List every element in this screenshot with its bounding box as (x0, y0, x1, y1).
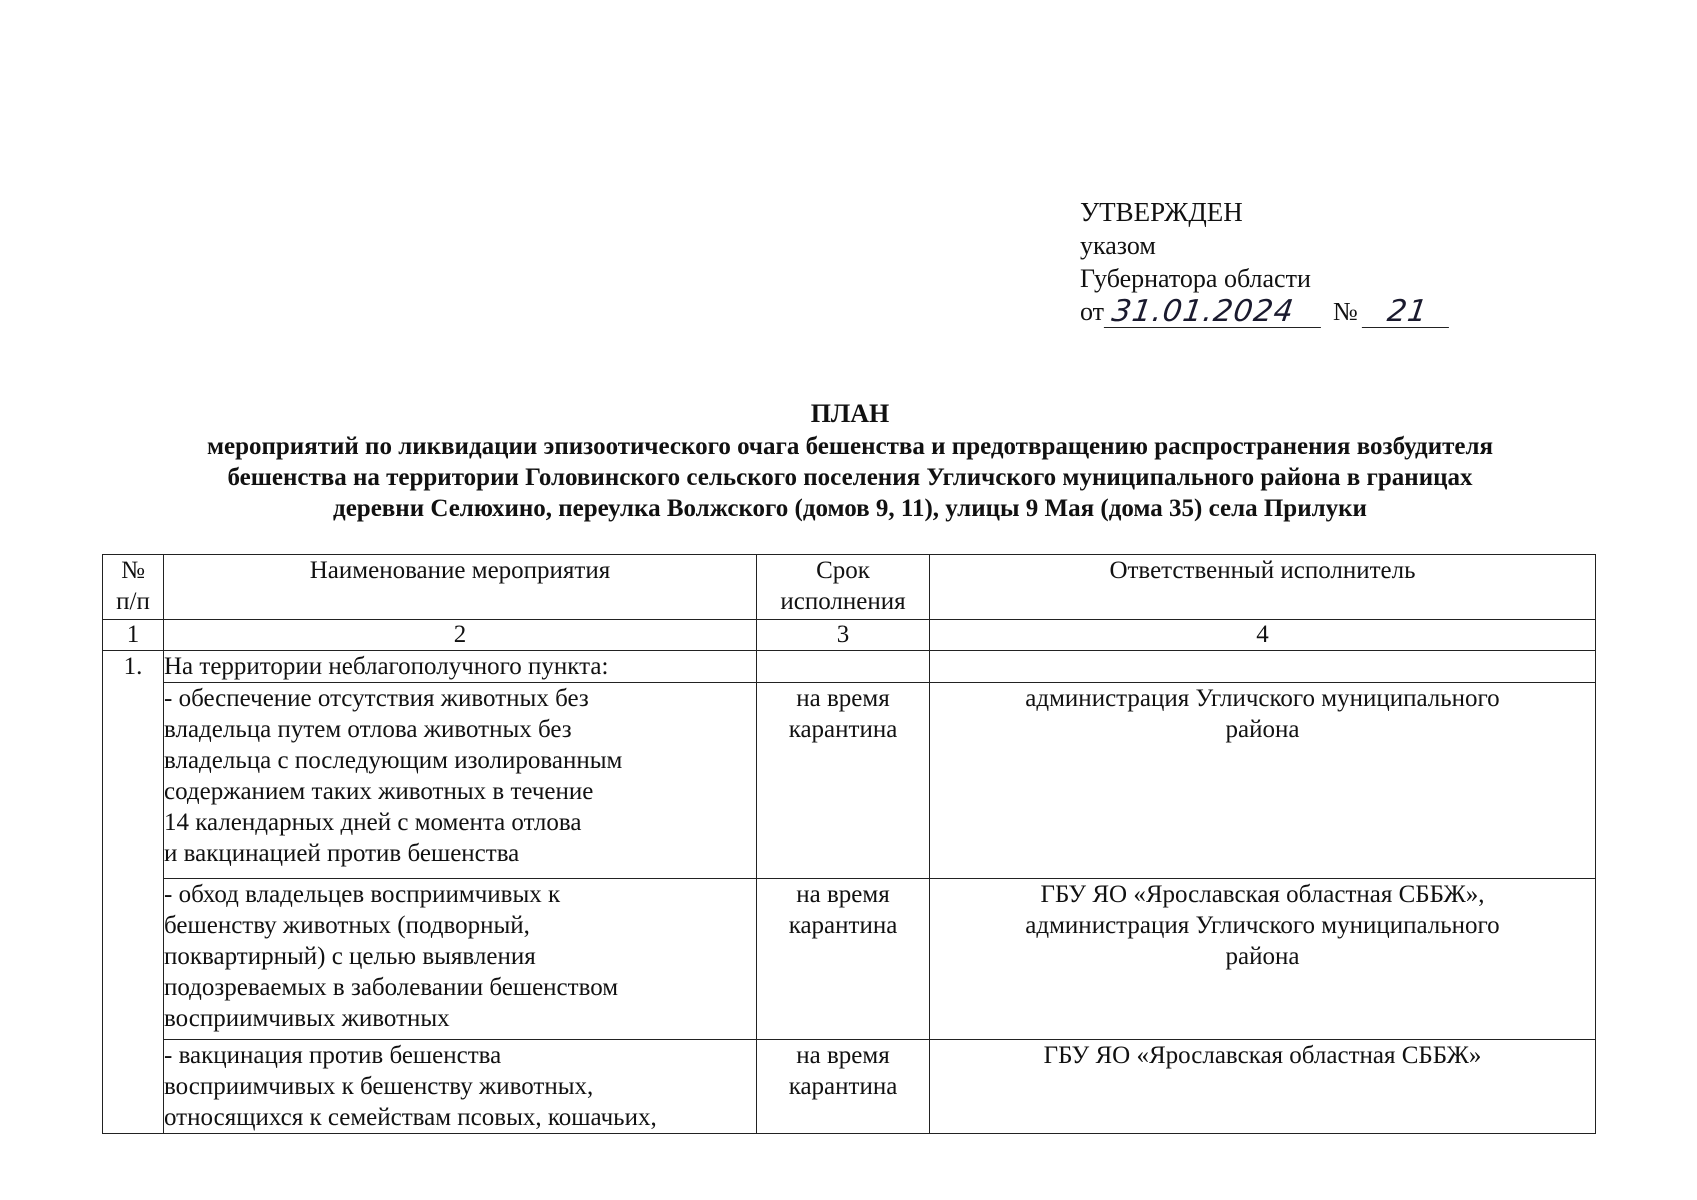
responsible-line: района (1225, 716, 1300, 743)
header-number (103, 555, 164, 620)
table-header-row (103, 555, 1596, 620)
plan-table (102, 554, 1596, 1134)
term-line: карантина (788, 1073, 898, 1100)
table-row (103, 1040, 1596, 1134)
responsible-cell (930, 879, 1596, 1040)
term-line: карантина (788, 716, 898, 743)
term-line: на время (796, 1042, 890, 1069)
column-number-2: 2 (164, 620, 757, 651)
document-heading (100, 398, 1600, 524)
column-number-1: 1 (103, 620, 164, 651)
responsible-line: администрация Угличского муниципального (1025, 912, 1500, 939)
activity-line: - обеспечение отсутствия животных без (164, 685, 589, 712)
responsible-line: администрация Угличского муниципального (1025, 685, 1500, 712)
approval-date-number-line (1080, 295, 1451, 328)
approval-decree-label: указом (1080, 231, 1156, 260)
activity-cell (164, 683, 757, 879)
activity-line: бешенству животных (подворный, (164, 912, 530, 939)
responsible-line: ГБУ ЯО «Ярославская областная СББЖ» (1043, 1042, 1482, 1069)
term-cell (757, 683, 930, 879)
term-line: на время (796, 881, 890, 908)
approval-block (1080, 196, 1451, 328)
plan-title: ПЛАН (810, 399, 890, 428)
plan-subtitle-line-2: бешенства на территории Головинского сельского поселения Угличского муниципального района в границах (227, 464, 1473, 491)
table-row (103, 879, 1596, 1040)
activity-cell (164, 1040, 757, 1134)
activity-line: поквартирный) с целью выявления (164, 943, 536, 970)
activity-line: владельца с последующим изолированным (164, 747, 623, 774)
term-cell (757, 879, 930, 1040)
section-term-empty (757, 651, 930, 683)
column-number-3: 3 (757, 620, 930, 651)
term-line: на время (796, 685, 890, 712)
responsible-line: района (1225, 943, 1300, 970)
responsible-line: ГБУ ЯО «Ярославская областная СББЖ», (1040, 881, 1485, 908)
activity-line: - вакцинация против бешенства (164, 1042, 502, 1069)
section-title: На территории неблагополучного пункта: (164, 651, 757, 683)
activity-line: относящихся к семействам псовых, кошачьих, (164, 1104, 657, 1131)
section-number: 1. (103, 651, 164, 1134)
header-name: Наименование мероприятия (164, 555, 757, 620)
header-term (757, 555, 930, 620)
table-row (103, 683, 1596, 879)
activity-line: восприимчивых животных (164, 1005, 450, 1032)
handwritten-number: 21 (1362, 297, 1453, 328)
header-number-line-1: № (121, 557, 145, 584)
header-number-line-2: п/п (116, 588, 150, 615)
plan-subtitle-line-1: мероприятий по ликвидации эпизоотического очага бешенства и предотвращению распространения возбудителя (206, 433, 1494, 460)
activity-line: и вакцинацией против бешенства (164, 840, 520, 867)
approval-title: УТВЕРЖДЕН (1080, 197, 1243, 227)
handwritten-date: 31.01.2024 (1104, 297, 1325, 328)
activity-line: 14 календарных дней с момента отлова (164, 809, 582, 836)
approval-authority: Губернатора области (1080, 264, 1311, 293)
number-label: № (1333, 297, 1358, 326)
header-term-line-1: Срок (816, 557, 870, 584)
responsible-cell (930, 1040, 1596, 1134)
date-prefix: от (1080, 297, 1105, 326)
activity-line: содержанием таких животных в течение (164, 778, 594, 805)
activity-line: - обход владельцев восприимчивых к (164, 881, 561, 908)
responsible-cell (930, 683, 1596, 879)
section-responsible-empty (930, 651, 1596, 683)
header-responsible: Ответственный исполнитель (930, 555, 1596, 620)
plan-subtitle-line-3: деревни Селюхино, переулка Волжского (домов 9, 11), улицы 9 Мая (дома 35) села Прилуки (333, 495, 1367, 522)
activity-cell (164, 879, 757, 1040)
term-line: карантина (788, 912, 898, 939)
activity-line: подозреваемых в заболевании бешенством (164, 974, 619, 1001)
activity-line: владельца путем отлова животных без (164, 716, 572, 743)
term-cell (757, 1040, 930, 1134)
header-term-line-2: исполнения (780, 588, 906, 615)
activity-line: восприимчивых к бешенству животных, (164, 1073, 594, 1100)
column-number-4: 4 (930, 620, 1596, 651)
section-row (103, 651, 1596, 683)
column-number-row (103, 620, 1596, 651)
